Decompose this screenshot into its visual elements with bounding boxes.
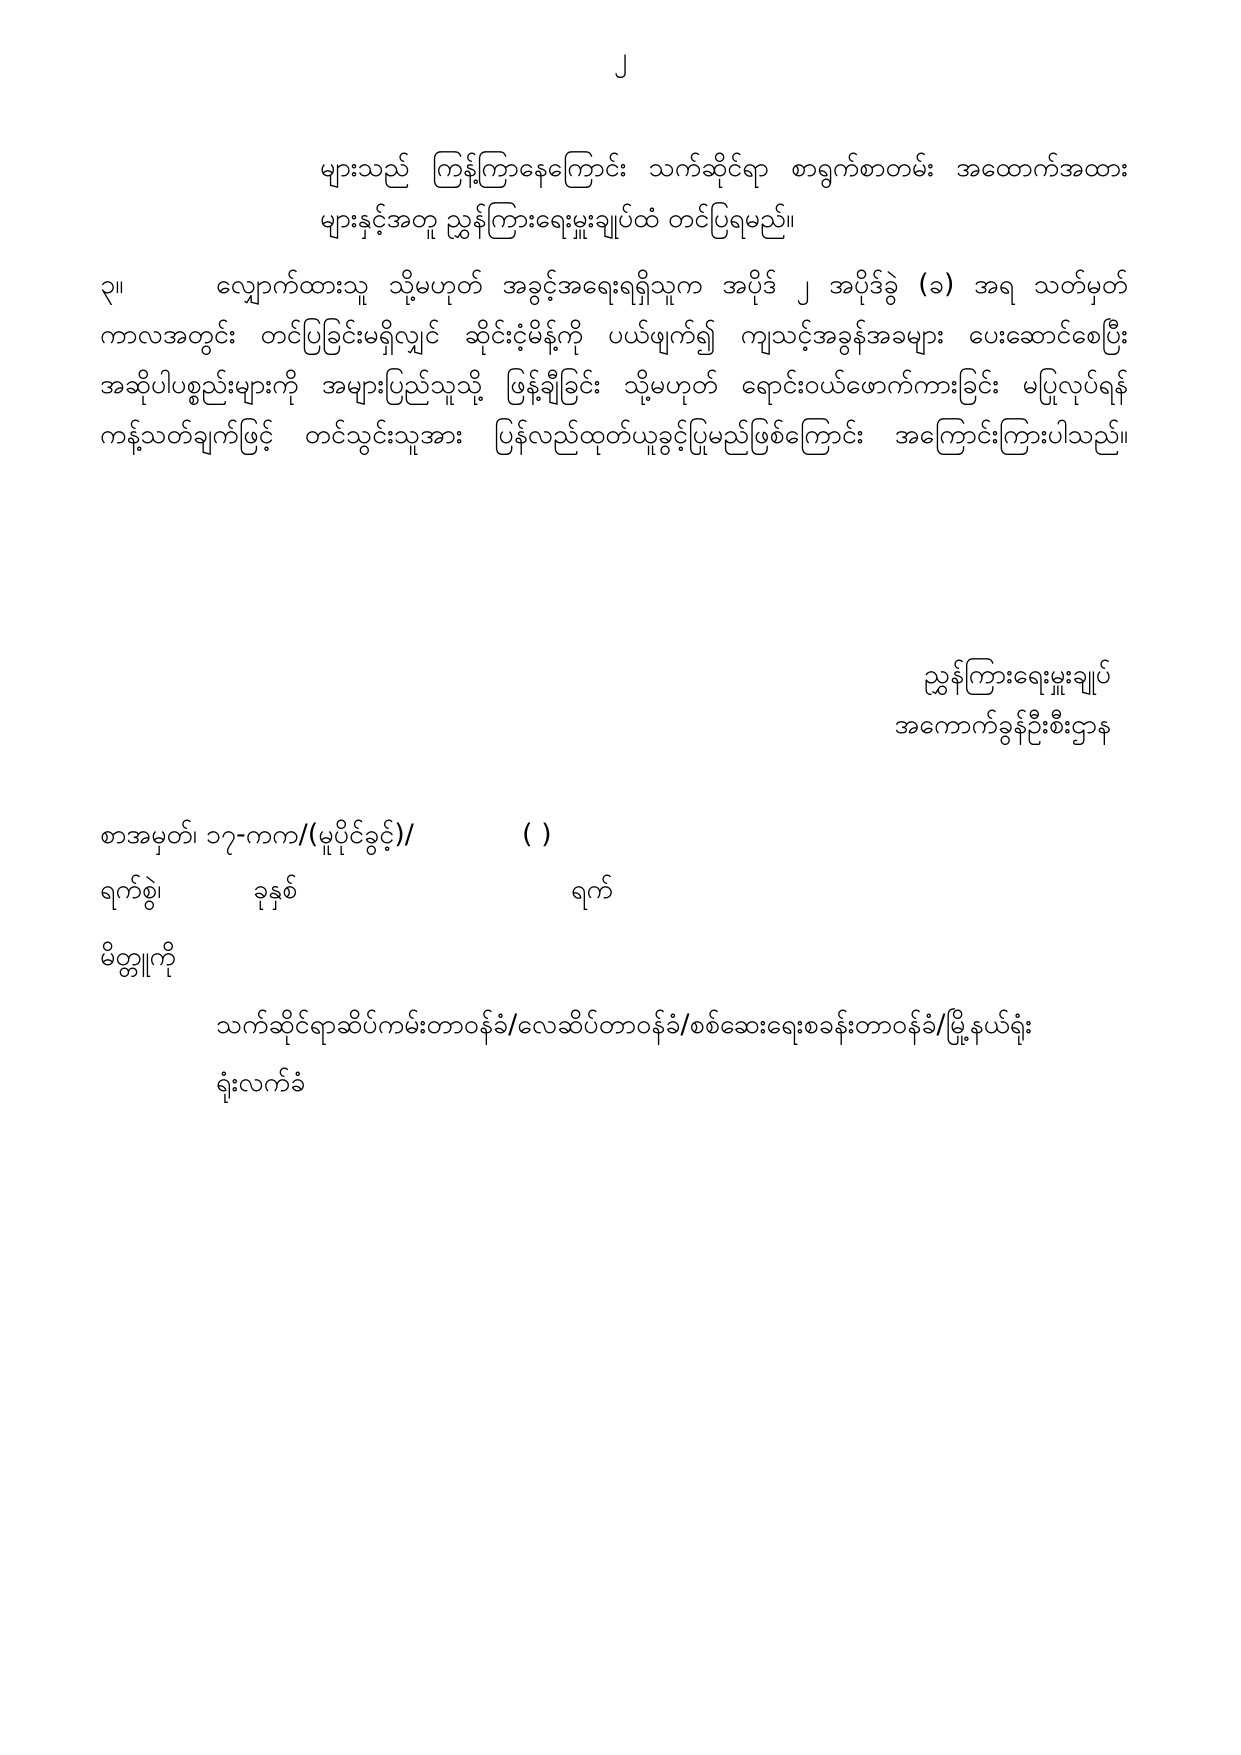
signature-title: ညွှန်ကြားရေးမှူးချုပ် — [923, 659, 1111, 690]
paragraph-3-number: ၃။ — [100, 269, 124, 300]
reference-bracket: ( ) — [522, 819, 552, 850]
copy-to-label: မိတ္တူကို — [100, 941, 176, 972]
date-day: ရက် — [571, 874, 613, 905]
date-year: ခုနှစ် — [253, 874, 298, 905]
copy-to-line-2: ရုံးလက်ခံ — [216, 1067, 306, 1098]
continuation-line-1: များသည် ကြန့်ကြာနေကြောင်း သက်ဆိုင်ရာ စာရွက်စာတမ်း အထောက်အထား — [320, 152, 1128, 183]
copy-to-line-1: သက်ဆိုင်ရာဆိပ်ကမ်းတာဝန်ခံ/လေဆိပ်တာဝန်ခံ/စစ်ဆေးရေးစခန်းတာဝန်ခံ/မြို့နယ်ရုံး — [216, 1009, 1033, 1040]
paragraph-3-line-2: ကာလအတွင်း တင်ပြခြင်းမရှိလျှင် ဆိုင်းငံ့မိန့်ကို ပယ်ဖျက်၍ ကျသင့်အခွန်အခများ ပေးဆောင်စေပြီး — [100, 319, 1128, 350]
paragraph-3-line-1: လျှောက်ထားသူ သို့မဟုတ် အခွင့်အရေးရရှိသူက အပိုဒ် ၂ အပိုဒ်ခွဲ (ခ) အရ သတ်မှတ် — [216, 269, 1128, 300]
signature-department: အကောက်ခွန်ဦးစီးဌာန — [894, 709, 1111, 740]
continuation-line-2: များနှင့်အတူ ညွှန်ကြားရေးမှူးချုပ်ထံ တင်ပြရမည်။ — [320, 203, 795, 234]
page-number: ၂ — [613, 42, 628, 73]
paragraph-3-line-3: အဆိုပါပစ္စည်းများကို အများပြည်သူသို့ ဖြန့်ချီခြင်း သို့မဟုတ် ရောင်းဝယ်ဖောက်ကားခြင်း မပြုလုပ်ရန် — [100, 369, 1128, 400]
paragraph-3-line-4: ကန့်သတ်ချက်ဖြင့် တင်သွင်းသူအား ပြန်လည်ထုတ်ယူခွင့်ပြုမည်ဖြစ်ကြောင်း အကြောင်းကြားပါသည်။ — [100, 419, 1128, 450]
date-label: ရက်စွဲ၊ — [100, 874, 162, 905]
reference-number: စာအမှတ်၊ ၁၇-ကက/(မူပိုင်ခွင့်)/ — [100, 819, 414, 850]
